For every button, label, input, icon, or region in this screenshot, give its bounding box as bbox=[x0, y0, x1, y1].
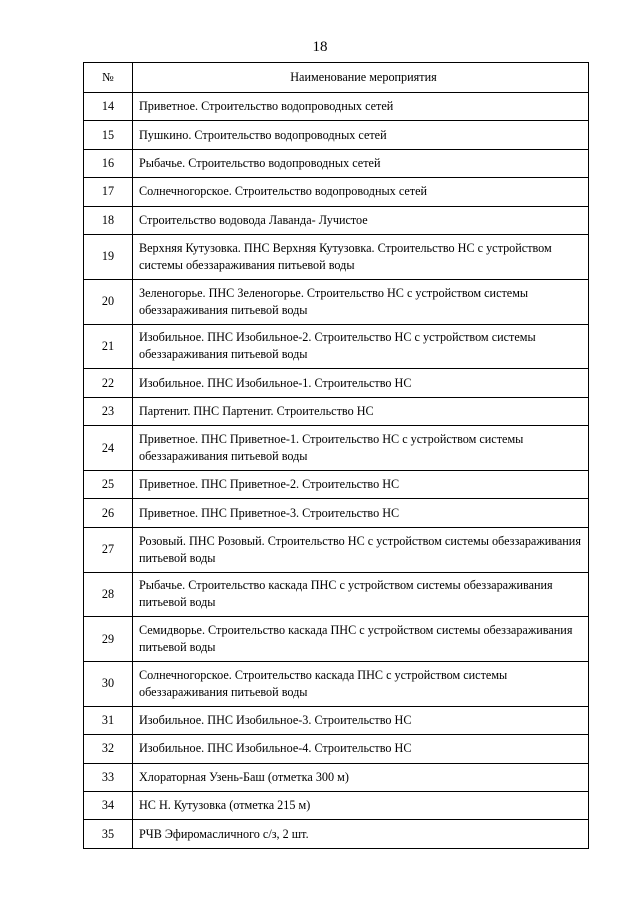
row-number-cell: 24 bbox=[84, 426, 133, 471]
row-number-cell: 20 bbox=[84, 279, 133, 324]
row-number-cell: 30 bbox=[84, 662, 133, 707]
measures-table bbox=[83, 62, 589, 849]
row-name-cell: Солнечногорское. Строительство каскада ПНС с устройством системы обеззараживания питьевой воды bbox=[133, 662, 589, 707]
row-name-cell: Верхняя Кутузовка. ПНС Верхняя Кутузовка. Строительство НС с устройством системы обеззараживания питьевой воды bbox=[133, 234, 589, 279]
row-number-cell: 31 bbox=[84, 706, 133, 734]
table-row bbox=[84, 178, 589, 206]
row-name-cell: Изобильное. ПНС Изобильное-3. Строительство НС bbox=[133, 706, 589, 734]
row-number-cell: 19 bbox=[84, 234, 133, 279]
row-number-cell: 33 bbox=[84, 763, 133, 791]
table-row bbox=[84, 820, 589, 848]
row-name-cell: Приветное. ПНС Приветное-2. Строительство НС bbox=[133, 470, 589, 498]
row-number-cell: 25 bbox=[84, 470, 133, 498]
table-row bbox=[84, 426, 589, 471]
page-number: 18 bbox=[312, 39, 328, 55]
table-row bbox=[84, 324, 589, 369]
row-number-cell: 22 bbox=[84, 369, 133, 397]
row-number-cell: 27 bbox=[84, 527, 133, 572]
table-row bbox=[84, 792, 589, 820]
table-row bbox=[84, 397, 589, 425]
row-name-cell: Приветное. Строительство водопроводных сетей bbox=[133, 93, 589, 121]
table-row bbox=[84, 206, 589, 234]
row-number-cell: 35 bbox=[84, 820, 133, 848]
row-number-cell: 15 bbox=[84, 121, 133, 149]
table-header-row bbox=[84, 63, 589, 93]
table-row bbox=[84, 93, 589, 121]
row-number-cell: 32 bbox=[84, 735, 133, 763]
row-name-cell: Строительство водовода Лаванда- Лучистое bbox=[133, 206, 589, 234]
table-row bbox=[84, 149, 589, 177]
table-row bbox=[84, 763, 589, 791]
table-row bbox=[84, 735, 589, 763]
row-number-cell: 14 bbox=[84, 93, 133, 121]
column-header-number: № bbox=[84, 63, 133, 93]
table-body bbox=[84, 93, 589, 849]
row-number-cell: 28 bbox=[84, 572, 133, 617]
column-header-name: Наименование мероприятия bbox=[133, 63, 589, 93]
table-row bbox=[84, 572, 589, 617]
row-name-cell: Розовый. ПНС Розовый. Строительство НС с устройством системы обеззараживания питьевой воды bbox=[133, 527, 589, 572]
row-number-cell: 34 bbox=[84, 792, 133, 820]
row-name-cell: Рыбачье. Строительство каскада ПНС с устройством системы обеззараживания питьевой воды bbox=[133, 572, 589, 617]
row-number-cell: 23 bbox=[84, 397, 133, 425]
row-number-cell: 29 bbox=[84, 617, 133, 662]
row-name-cell: Пушкино. Строительство водопроводных сетей bbox=[133, 121, 589, 149]
row-name-cell: НС Н. Кутузовка (отметка 215 м) bbox=[133, 792, 589, 820]
table-row bbox=[84, 499, 589, 527]
table-row bbox=[84, 369, 589, 397]
row-number-cell: 26 bbox=[84, 499, 133, 527]
row-name-cell: Приветное. ПНС Приветное-3. Строительство НС bbox=[133, 499, 589, 527]
row-name-cell: РЧВ Эфиромасличного с/з, 2 шт. bbox=[133, 820, 589, 848]
row-name-cell: Хлораторная Узень-Баш (отметка 300 м) bbox=[133, 763, 589, 791]
row-number-cell: 21 bbox=[84, 324, 133, 369]
row-number-cell: 17 bbox=[84, 178, 133, 206]
table-row bbox=[84, 617, 589, 662]
table-row bbox=[84, 121, 589, 149]
row-number-cell: 16 bbox=[84, 149, 133, 177]
table-row bbox=[84, 470, 589, 498]
row-number-cell: 18 bbox=[84, 206, 133, 234]
table-row bbox=[84, 527, 589, 572]
row-name-cell: Солнечногорское. Строительство водопроводных сетей bbox=[133, 178, 589, 206]
row-name-cell: Семидворье. Строительство каскада ПНС с устройством системы обеззараживания питьевой воды bbox=[133, 617, 589, 662]
row-name-cell: Рыбачье. Строительство водопроводных сетей bbox=[133, 149, 589, 177]
row-name-cell: Зеленогорье. ПНС Зеленогорье. Строительство НС с устройством системы обеззараживания питьевой воды bbox=[133, 279, 589, 324]
row-name-cell: Изобильное. ПНС Изобильное-1. Строительство НС bbox=[133, 369, 589, 397]
row-name-cell: Партенит. ПНС Партенит. Строительство НС bbox=[133, 397, 589, 425]
table-row bbox=[84, 279, 589, 324]
row-name-cell: Приветное. ПНС Приветное-1. Строительство НС с устройством системы обеззараживания питьевой воды bbox=[133, 426, 589, 471]
row-name-cell: Изобильное. ПНС Изобильное-4. Строительство НС bbox=[133, 735, 589, 763]
row-name-cell: Изобильное. ПНС Изобильное-2. Строительство НС с устройством системы обеззараживания питьевой воды bbox=[133, 324, 589, 369]
table-row bbox=[84, 706, 589, 734]
table-row bbox=[84, 662, 589, 707]
table-row bbox=[84, 234, 589, 279]
